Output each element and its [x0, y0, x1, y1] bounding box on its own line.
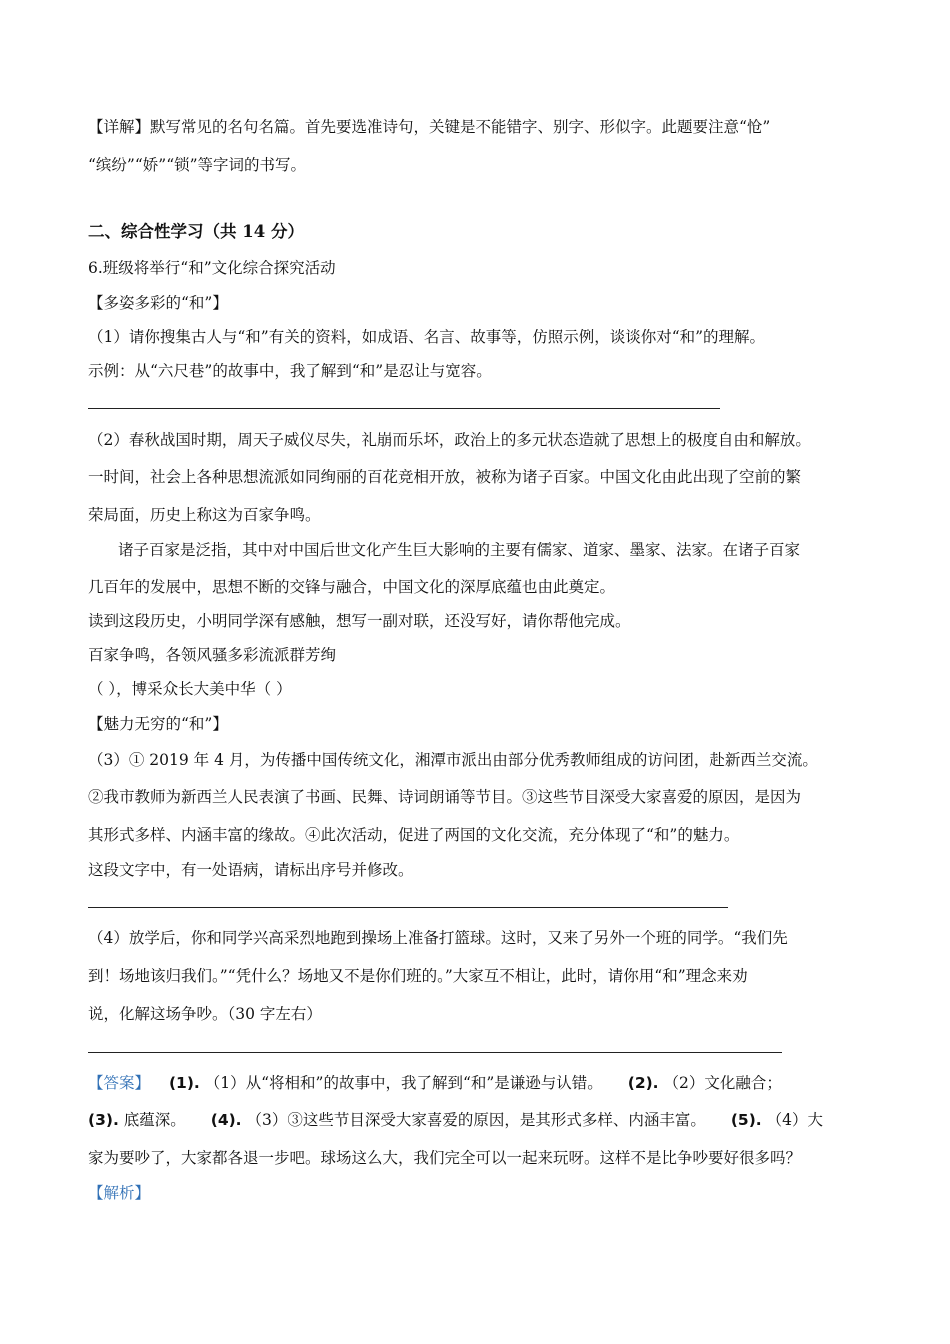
q3-instruction: 这段文字中，有一处语病，请标出序号并修改。 — [88, 861, 414, 879]
q3-line-2: ②我市教师为新西兰人民表演了书画、民舞、诗词朗诵等节目。③这些节目深受大家喜爱的原因，是因为 — [88, 788, 802, 806]
q2-line-2: 一时间，社会上各种思想流派如同绚丽的百花竞相开放，被称为诸子百家。中国文化由此出现了空前的繁 — [88, 468, 802, 486]
answer-line-1 — [88, 1073, 782, 1093]
answer-number-3: (3). — [88, 1111, 119, 1129]
answer-text-4: （3）③这些节目深受大家喜爱的原因，是其形式多样、内涵丰富。 — [246, 1111, 706, 1129]
answer-number-4: (4). — [210, 1111, 242, 1129]
answer-number-5: (5). — [730, 1111, 762, 1129]
q1-example: 示例：从“六尺巷”的故事中，我了解到“和”是忍让与宽容。 — [88, 362, 492, 380]
q2-line-1: （2）春秋战国时期，周天子威仪尽失，礼崩而乐坏，政治上的多元状态造就了思想上的极度自由和解放。 — [88, 431, 811, 449]
answer-text-2: （2）文化融合； — [663, 1074, 782, 1092]
q3-line-3: 其形式多样、内涵丰富的缘故。④此次活动，促进了两国的文化交流，充分体现了“和”的魅力。 — [88, 826, 740, 844]
couplet-blank-line: （ ），博采众长大美中华（ ） — [88, 680, 292, 698]
answer-text-1: （1）从“将相和”的故事中，我了解到“和”是谦逊与认错。 — [204, 1074, 603, 1092]
subsection-heading-2: 【魅力无穷的“和”】 — [88, 715, 228, 733]
q2-line-3: 荣局面，历史上称这为百家争鸣。 — [88, 506, 321, 524]
q2-line-5: 几百年的发展中，思想不断的交锋与融合，中国文化的深厚底蕴也由此奠定。 — [88, 578, 616, 596]
answer-blank-line-1 — [88, 408, 720, 409]
q3-line-1: （3）① 2019 年 4 月，为传播中国传统文化，湘潭市派出由部分优秀教师组成的访问团，赴新西兰交流。 — [88, 751, 818, 769]
detail-line-2: “缤纷”“娇”“锁”等字词的书写。 — [88, 156, 307, 174]
answer-label: 【答案】 — [88, 1074, 151, 1092]
analysis-label: 【解析】 — [88, 1184, 151, 1202]
q4-line-1: （4）放学后，你和同学兴高采烈地跑到操场上准备打篮球。这时，又来了另外一个班的同学。“我们先 — [88, 929, 788, 947]
answer-text-3: 底蕴深。 — [123, 1111, 186, 1129]
q1-prompt: （1）请你搜集古人与“和”有关的资料，如成语、名言、故事等，仿照示例，谈谈你对“和”的理解。 — [88, 328, 766, 346]
answer-text-5: （4）大 — [766, 1111, 823, 1129]
subsection-heading-1: 【多姿多彩的“和”】 — [88, 294, 228, 312]
q2-line-6: 读到这段历史，小明同学深有感触，想写一副对联，还没写好，请你帮他完成。 — [88, 612, 631, 630]
answer-line-3: 家为要吵了，大家都各退一步吧。球场这么大，我们完全可以一起来玩呀。这样不是比争吵要好很多吗？ — [88, 1149, 802, 1167]
q2-line-4: 诸子百家是泛指，其中对中国后世文化产生巨大影响的主要有儒家、道家、墨家、法家。在诸子百家 — [118, 541, 801, 559]
answer-number-2: (2). — [627, 1074, 659, 1092]
answer-number-1: (1). — [168, 1074, 200, 1092]
section-heading: 二、综合性学习（共 14 分） — [88, 222, 304, 241]
answer-line-2 — [88, 1110, 823, 1130]
answer-blank-line-2 — [88, 907, 728, 908]
question-title: 6.班级将举行“和”文化综合探究活动 — [88, 259, 336, 277]
couplet-first-line: 百家争鸣，各领风骚多彩流派群芳绚 — [88, 646, 337, 664]
q4-line-2: 到！场地该归我们。”“凭什么？场地又不是你们班的。”大家互不相让，此时，请你用“和”理念来劝 — [88, 967, 748, 985]
answer-blank-line-3 — [88, 1052, 782, 1053]
q4-line-3: 说，化解这场争吵。（30 字左右） — [88, 1005, 322, 1023]
detail-line-1: 【详解】默写常见的名句名篇。首先要选准诗句，关键是不能错字、别字、形似字。此题要注意“怆” — [88, 118, 771, 136]
